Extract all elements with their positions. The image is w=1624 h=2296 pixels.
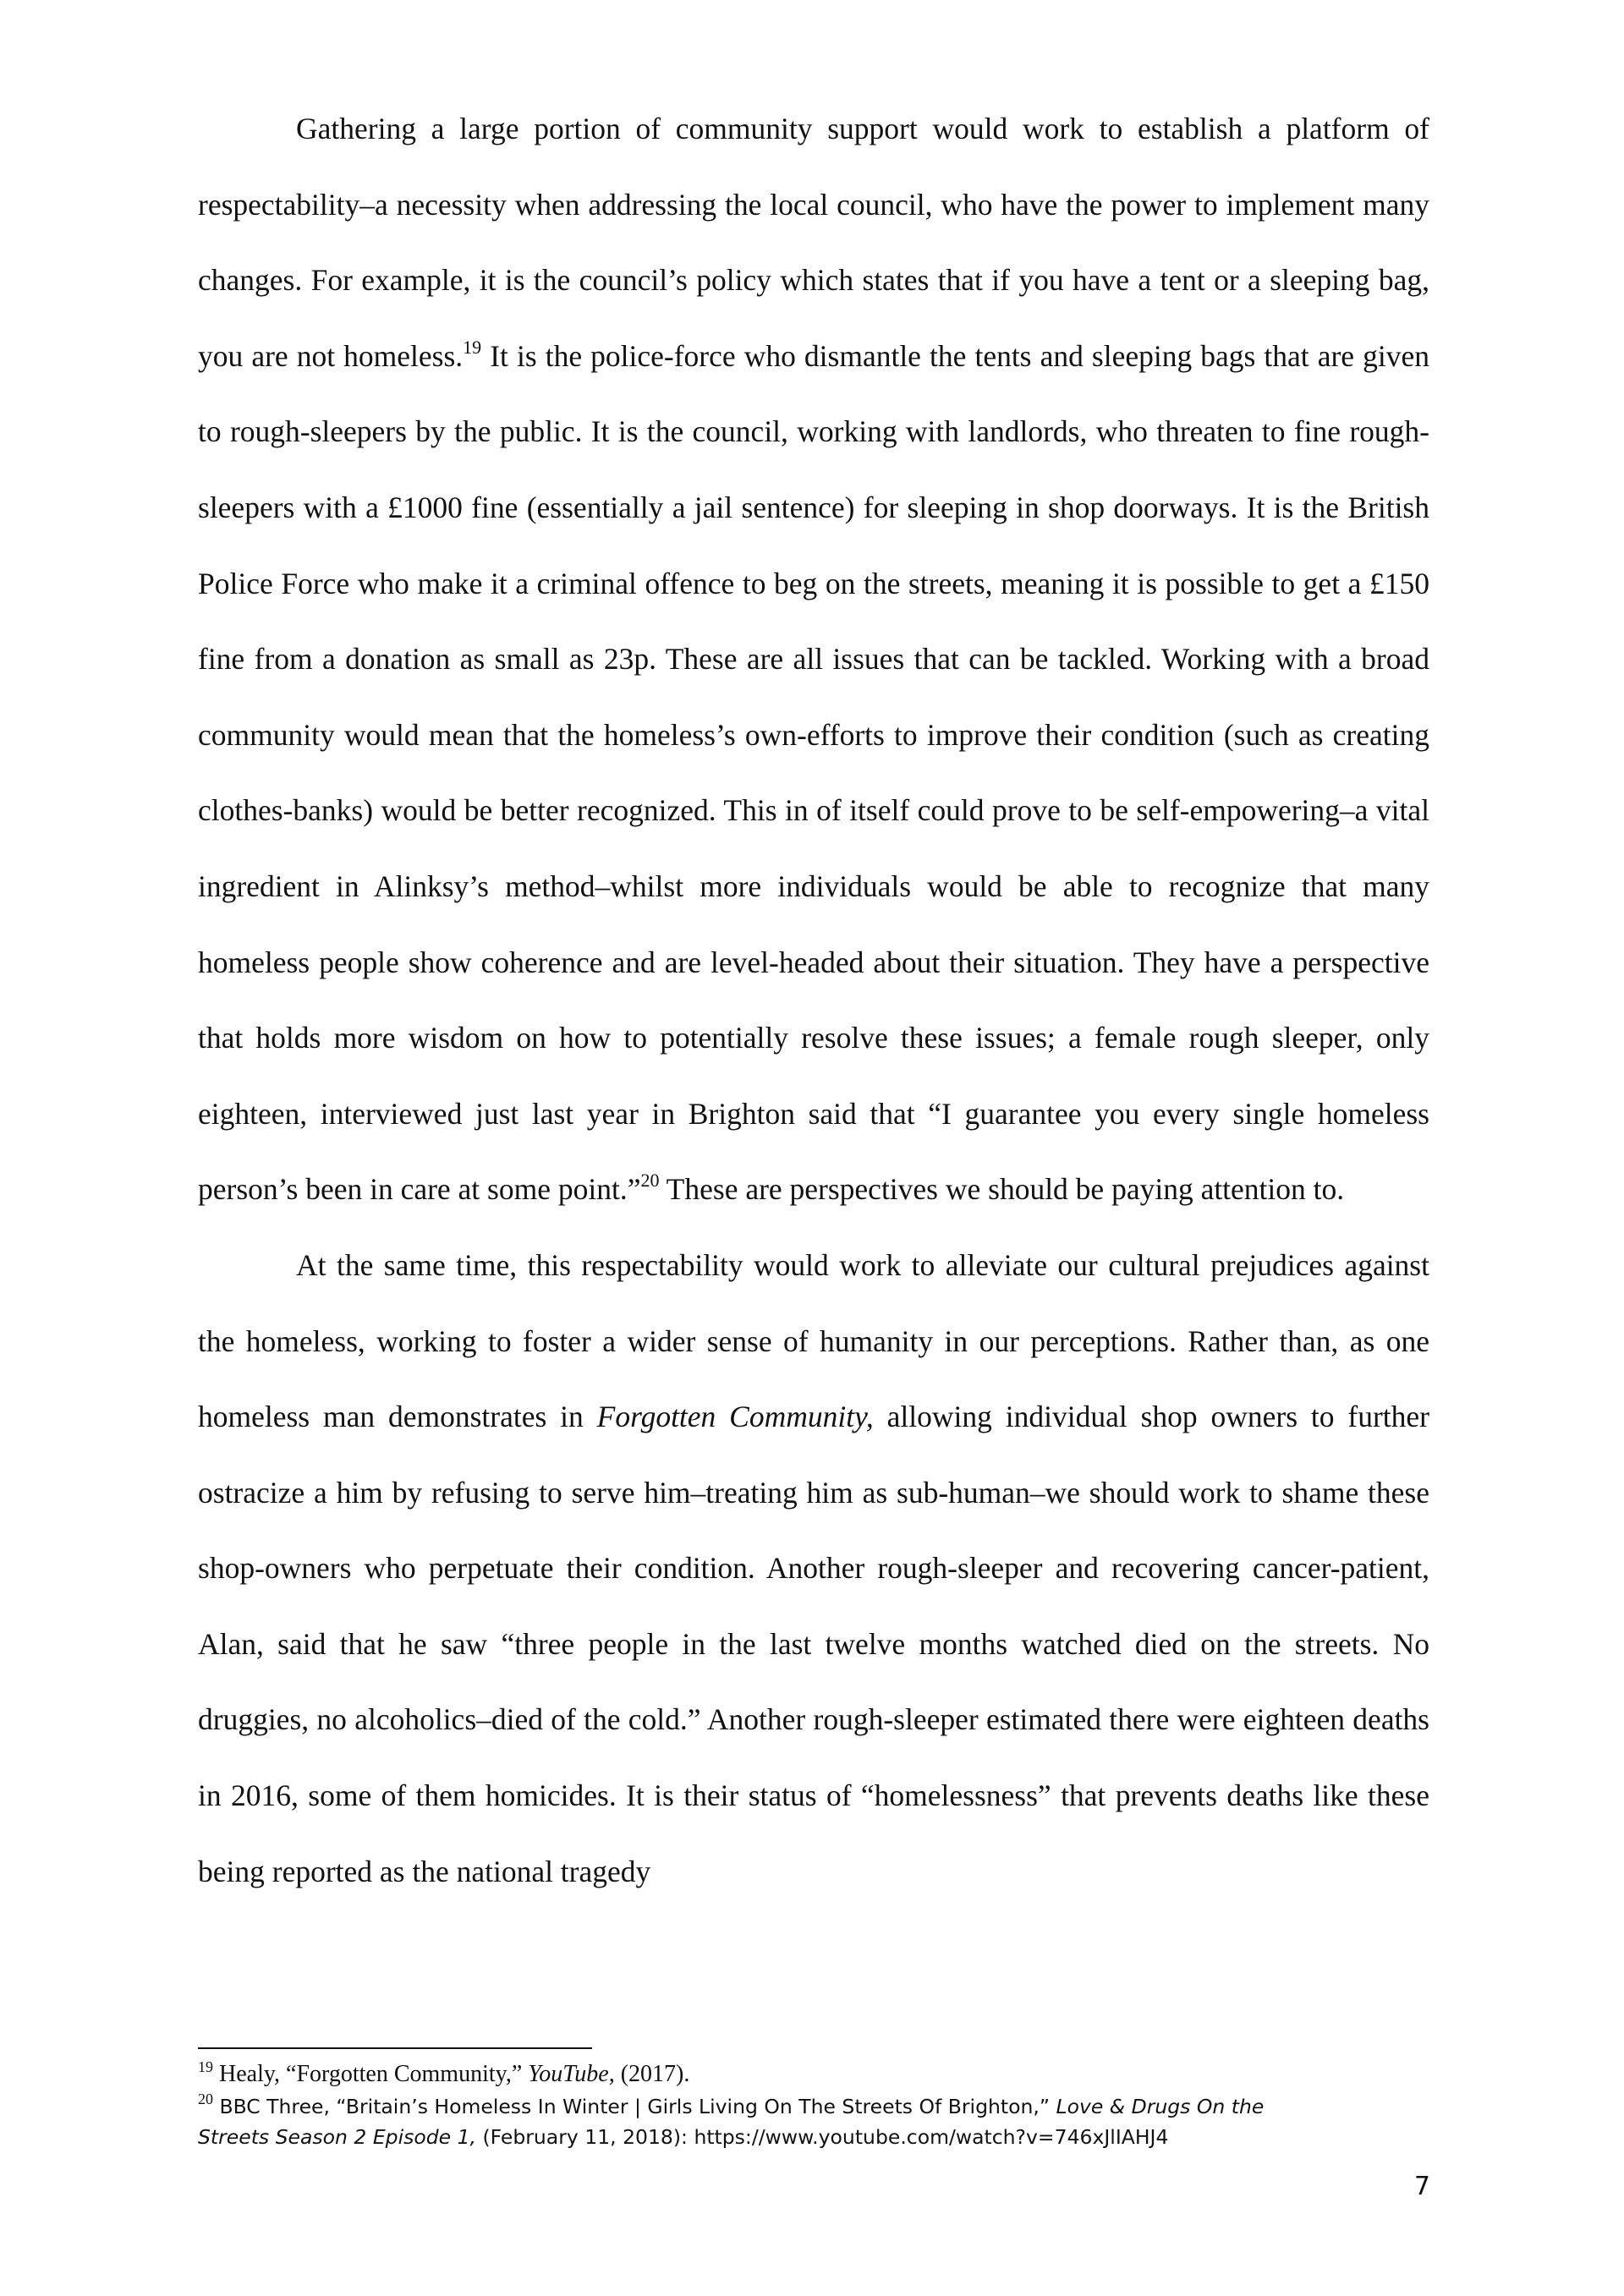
footnote-reference-19[interactable]: 19 [463,336,482,358]
footnote-separator [198,2047,592,2049]
footnote-italic: Streets Season 2 Episode 1, [198,2125,476,2149]
footnote-italic: YouTube, [528,2061,615,2087]
footnote-19 [198,2058,1429,2092]
paragraph-text: At the same time, this respectability would work to alleviate our cultural prejudices against the homeless, working to foster a wider sense of humanity in our perceptions. Rather than, as one homeless man demonstrates in [198,1247,1429,1434]
footnote-number: 20 [198,2091,213,2107]
footnote-20-continued [198,2123,1429,2151]
italic-title: Forgotten Community, [596,1400,874,1434]
page-number: 7 [1413,2172,1430,2201]
paragraph [198,1228,1429,1910]
footnote-20 [198,2092,1429,2123]
footnote-text: (2017). [614,2061,690,2087]
footnote-italic: Love & Drugs On the [1056,2095,1265,2118]
paragraph-text: These are perspectives we should be paying attention to. [659,1172,1345,1207]
body-text [198,91,1429,1910]
footnotes [198,2058,1429,2151]
footnote-reference-20[interactable]: 20 [640,1170,660,1192]
paragraph-text: Gathering a large portion of community support would work to establish a platform of respectability–a necessity when addressing the local council, who have the power to implement many changes. For example, it is the council’s policy which states that if you have a tent or a sleeping bag, you are not homeless. [198,112,1429,373]
footnote-text: Healy, “Forgotten Community,” [213,2061,529,2087]
footnote-text: BBC Three, “Britain’s Homeless In Winter | Girls Living On The Streets Of Brighton,” [213,2095,1056,2118]
paragraph-text: allowing individual shop owners to further ostracize a him by refusing to serve him–treating him as sub-human–we should work to shame these shop-owners who perpetuate their condition. Another rough-sleeper and recovering cancer-patient, Alan, said that he saw “three people in the last twelve months watched died on the streets. No druggies, no alcoholics–died of the cold.” Another rough-sleeper estimated there were eighteen deaths in 2016, some of them homicides. It is their status of “homelessness” that prevents deaths like these being reported as the national tragedy [198,1400,1429,1888]
paragraph-text: It is the police-force who dismantle the tents and sleeping bags that are given to rough-sleepers by the public. It is the council, working with landlords, who threaten to fine rough-sleepers with a £1000 fine (essentially a jail sentence) for sleeping in shop doorways. It is the British Police Force who make it a criminal offence to beg on the streets, meaning it is possible to get a £150 fine from a donation as small as 23p. These are all issues that can be tackled. Working with a broad community would mean that the homeless’s own-efforts to improve their condition (such as creating clothes-banks) would be better recognized. This in of itself could prove to be self-empowering–a vital ingredient in Alinksy’s method–whilst more individuals would be able to recognize that many homeless people show coherence and are level-headed about their situation. They have a perspective that holds more wisdom on how to potentially resolve these issues; a female rough sleeper, only eighteen, interviewed just last year in Brighton said that “I guarantee you every single homeless person’s been in care at some point.” [198,338,1429,1207]
footnote-number: 19 [198,2058,213,2075]
footnote-link-text[interactable]: (February 11, 2018): https://www.youtube.com/watch?v=746xJlIAHJ4 [476,2125,1169,2149]
paragraph [198,91,1429,1228]
